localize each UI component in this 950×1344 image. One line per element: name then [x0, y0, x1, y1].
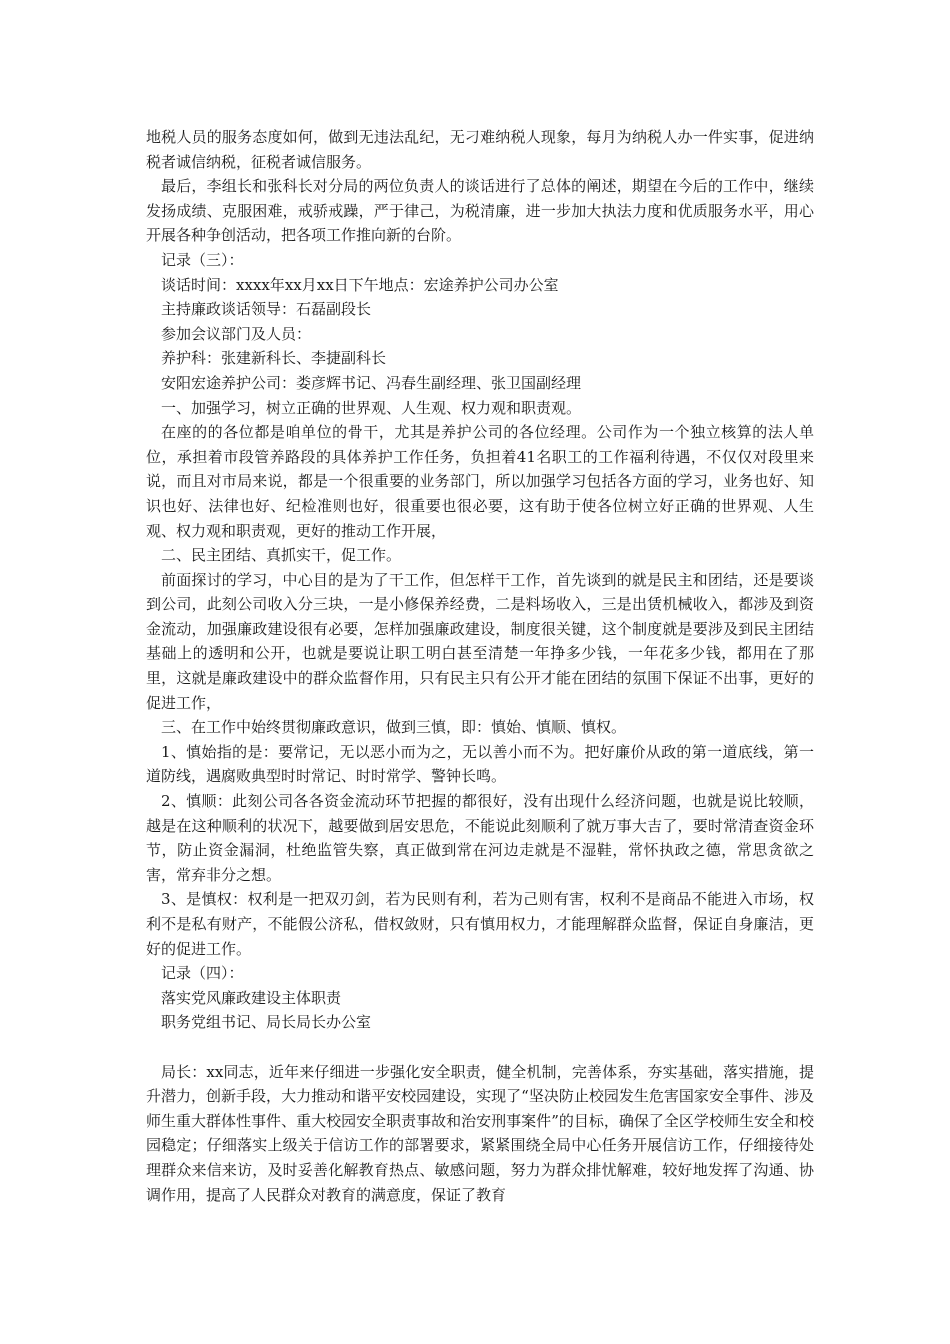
- section-1-heading: 一、加强学习，树立正确的世界观、人生观、权力观和职责观。: [161, 398, 582, 417]
- blank-line: [146, 1035, 814, 1060]
- host-leader: 主持廉政谈话领导：石磊副段长: [161, 300, 372, 319]
- director-statement: 局长：xx同志，近年来仔细进一步强化安全职责，健全机制，完善体系，夯实基础，落实措施，提升潜力，创新手段，大力推动和谐平安校园建设，实现了“坚决防止校园发生危害国家安全事件、涉及师生重大群体性事件、重大校园安全职责事故和治安刑事案件”的目标，确保了全区学校师生安全和校园稳定；仔细落实上级关于信访工作的部署要求，紧紧围绕全局中心任务开展信访工作，仔细接待处理群众来信来访，及时妥善化解教育热点、敏感问题，努力为群众排忧解难，较好地发挥了沟通、协调作用，提高了人民群众对教育的满意度，保证了教育: [146, 1062, 814, 1204]
- section-2-body: 前面探讨的学习，中心目的是为了干工作，但怎样干工作，首先谈到的就是民主和团结，还是要谈到公司，此刻公司收入分三块，一是小修保养经费，二是料场收入，三是出赁机械收入，都涉及到资金流动，加强廉政建设很有必要，怎样加强廉政建设，制度很关键，这个制度就是要涉及到民主团结基础上的透明和公开，也就是要说让职工明白甚至清楚一年挣多少钱，一年花多少钱，都用在了那里，这就是廉政建设中的群众监督作用，只有民主只有公开才能在团结的氛围下保证不出事，更好的促进工作，: [146, 570, 814, 712]
- paragraph-1: 地税人员的服务态度如何，做到无违法乱纪，无刁难纳税人现象，每月为纳税人办一件实事，促进纳税者诚信纳税，征税者诚信服务。: [146, 128, 814, 171]
- talk-time-location: 谈话时间：xxxx年xx月xx日下午地点：宏途养护公司办公室: [161, 275, 559, 294]
- participants-maintenance: 养护科：张建新科长、李捷副科长: [161, 349, 387, 368]
- record-4-heading: 记录（四）：: [161, 964, 244, 983]
- record-3-heading: 记录（三）：: [161, 250, 244, 269]
- section-3-heading: 三、在工作中始终贯彻廉政意识，做到三慎，即：慎始、慎顺、慎权。: [161, 718, 627, 737]
- record-4-position: 职务党组书记、局长局长办公室: [161, 1013, 372, 1032]
- section-2-heading: 二、民主团结、真抓实干，促工作。: [161, 546, 402, 565]
- section-3-item-3: 3、是慎权：权利是一把双刃剑，若为民则有利，若为己则有害，权利不是商品不能进入市场，权利不是私有财产，不能假公济私，借权敛财，只有慎用权力，才能理解群众监督，保证自身廉洁，更好的促进工作。: [146, 890, 814, 958]
- section-3-item-2: 2、慎顺：此刻公司各各资金流动环节把握的都很好，没有出现什么经济问题，也就是说比较顺，越是在这种顺利的状况下，越要做到居安思危，不能说此刻顺利了就万事大吉了，要时常清查资金环节，防止资金漏洞，杜绝监管失察，真正做到常在河边走就是不湿鞋，常怀执政之德，常思贪欲之害，常弃非分之想。: [146, 792, 814, 884]
- record-4-title: 落实党风廉政建设主体职责: [161, 988, 342, 1007]
- paragraph-2: 最后，李组长和张科长对分局的两位负责人的谈话进行了总体的阐述，期望在今后的工作中，继续发扬成绩、克服困难，戒骄戒躁，严于律己，为税清廉，进一步加大执法力度和优质服务水平，用心开展各种争创活动，把各项工作推向新的台阶。: [146, 177, 814, 245]
- section-3-item-1: 1、慎始指的是：要常记，无以恶小而为之，无以善小而不为。把好廉价从政的第一道底线，第一道防线，遇腐败典型时时常记、时时常学、警钟长鸣。: [146, 742, 814, 786]
- document-body: [146, 125, 814, 1207]
- participants-label: 参加会议部门及人员：: [161, 324, 312, 343]
- participants-company: 安阳宏途养护公司：娄彦辉书记、冯春生副经理、张卫国副经理: [161, 373, 582, 392]
- section-1-body: 在座的的各位都是咱单位的骨干，尤其是养护公司的各位经理。公司作为一个独立核算的法人单位，承担着市段管养路段的具体养护工作任务，负担着41名职工的工作福利待遇，不仅仅对段里来说，而且对市局来说，都是一个很重要的业务部门，所以加强学习包括各方面的学习，业务也好、知识也好、法律也好、纪检准则也好，很重要也很必要，这有助于使各位树立好正确的世界观、人生观、权力观和职责观，更好的推动工作开展，: [146, 423, 814, 540]
